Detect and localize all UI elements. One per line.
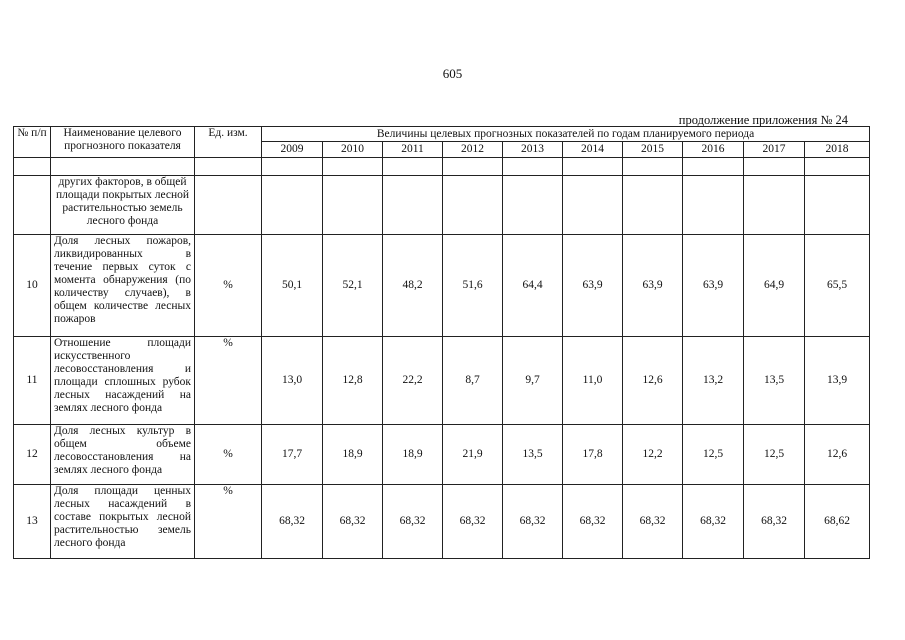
header-name: Наименование целевого прогнозного показателя [51,127,195,158]
value-cell [503,176,563,235]
value-cell: 64,9 [744,235,805,337]
unit-cell: % [195,485,262,559]
value-cell: 18,9 [323,425,383,485]
value-cell: 68,32 [623,485,683,559]
continuation-label: продолжение приложения № 24 [678,113,848,127]
value-cell: 63,9 [563,235,623,337]
header-unit: Ед. изм. [195,127,262,158]
value-cell: 52,1 [323,235,383,337]
value-cell [683,176,744,235]
value-cell [323,176,383,235]
header-year: 2009 [262,142,323,158]
row-number [14,176,51,235]
value-cell: 11,0 [563,337,623,425]
table-row [14,485,870,559]
value-cell: 12,5 [744,425,805,485]
header-row-top [14,127,870,142]
header-years-span: Величины целевых прогнозных показателей по годам планируемого периода [262,127,870,142]
unit-cell: % [195,235,262,337]
indicator-name: Доля площади ценных лесных насаждений в составе покрытых лесной растительностью земель лесного фонда [51,485,195,559]
header-year: 2018 [805,142,870,158]
header-spacer-row [14,158,870,176]
value-cell: 9,7 [503,337,563,425]
value-cell: 12,2 [623,425,683,485]
header-year: 2016 [683,142,744,158]
header-year: 2011 [383,142,443,158]
value-cell: 68,32 [323,485,383,559]
indicator-name: Доля лесных культур в общем объеме лесовосстановления на землях лесного фонда [51,425,195,485]
value-cell: 68,32 [683,485,744,559]
value-cell [744,176,805,235]
header-num: № п/п [14,127,51,158]
value-cell: 68,32 [383,485,443,559]
table-row [14,337,870,425]
header-year: 2015 [623,142,683,158]
value-cell: 12,5 [683,425,744,485]
value-cell: 13,0 [262,337,323,425]
header-year: 2012 [443,142,503,158]
unit-cell [195,176,262,235]
value-cell: 48,2 [383,235,443,337]
value-cell: 12,6 [623,337,683,425]
value-cell: 68,32 [744,485,805,559]
value-cell: 13,5 [744,337,805,425]
table-row [14,235,870,337]
value-cell: 65,5 [805,235,870,337]
header-year: 2013 [503,142,563,158]
unit-cell: % [195,337,262,425]
value-cell: 21,9 [443,425,503,485]
value-cell: 17,7 [262,425,323,485]
value-cell: 13,5 [503,425,563,485]
value-cell: 51,6 [443,235,503,337]
value-cell: 8,7 [443,337,503,425]
value-cell: 68,32 [443,485,503,559]
value-cell: 22,2 [383,337,443,425]
value-cell: 13,2 [683,337,744,425]
forecast-table [13,126,870,559]
row-number: 13 [14,485,51,559]
page-number: 605 [442,66,463,81]
value-cell [262,176,323,235]
row-number: 12 [14,425,51,485]
value-cell: 63,9 [683,235,744,337]
value-cell: 13,9 [805,337,870,425]
indicator-name: других факторов, в общей площади покрытых лесной растительностью земель лесного фонда [51,176,195,235]
value-cell: 68,32 [262,485,323,559]
table-row [14,176,870,235]
value-cell [623,176,683,235]
value-cell: 17,8 [563,425,623,485]
value-cell: 68,62 [805,485,870,559]
value-cell: 18,9 [383,425,443,485]
row-number: 10 [14,235,51,337]
indicator-name: Отношение площади искусственного лесовосстановления и площади сплошных рубок лесных насаждений на землях лесного фонда [51,337,195,425]
table-row [14,425,870,485]
value-cell [805,176,870,235]
value-cell: 12,6 [805,425,870,485]
value-cell [443,176,503,235]
header-year: 2014 [563,142,623,158]
value-cell: 64,4 [503,235,563,337]
value-cell: 68,32 [503,485,563,559]
header-year: 2017 [744,142,805,158]
value-cell [563,176,623,235]
value-cell: 63,9 [623,235,683,337]
value-cell: 68,32 [563,485,623,559]
unit-cell: % [195,425,262,485]
indicator-name: Доля лесных пожаров, ликвидированных в течение первых суток с момента обнаружения (по количеству случаев), в общем количестве лесных пожаров [51,235,195,337]
value-cell [383,176,443,235]
row-number: 11 [14,337,51,425]
value-cell: 12,8 [323,337,383,425]
header-year: 2010 [323,142,383,158]
value-cell: 50,1 [262,235,323,337]
